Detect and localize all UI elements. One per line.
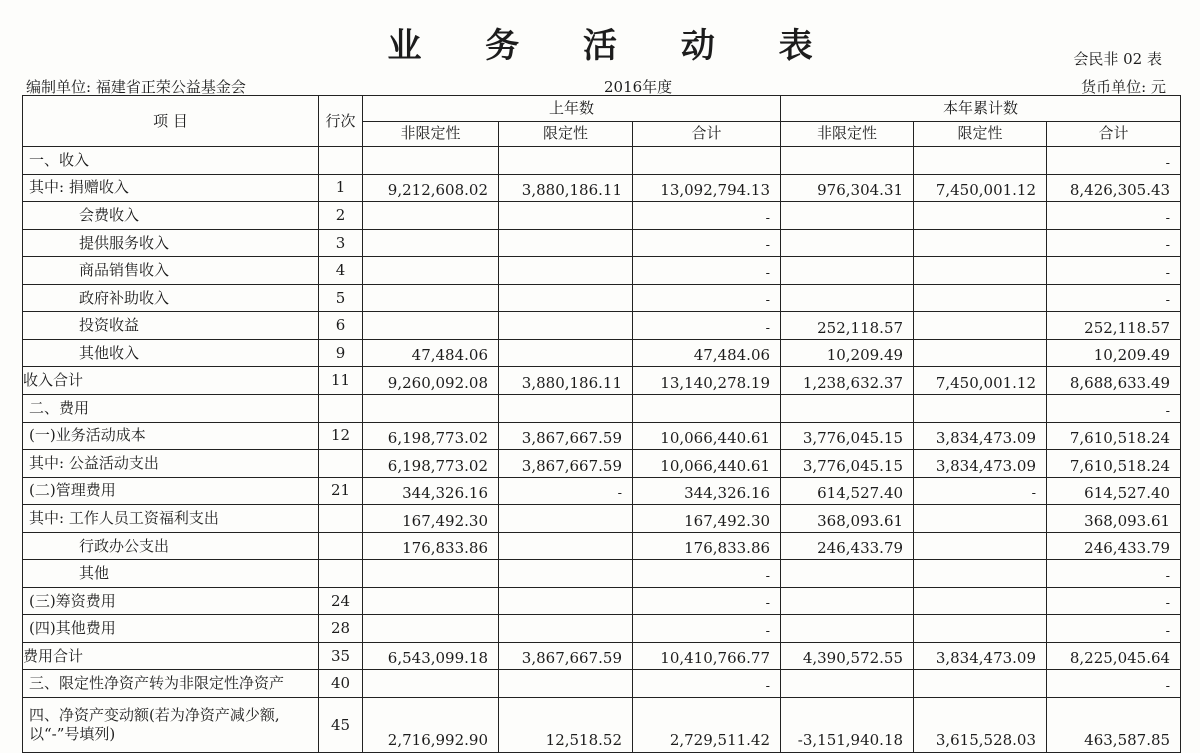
- cur-unrestricted-cell: [781, 284, 914, 312]
- cur-restricted-cell: -: [914, 477, 1047, 505]
- prev-unrestricted-cell: 344,326.16: [363, 477, 499, 505]
- table-row: [23, 257, 1181, 285]
- prev-restricted-cell: [499, 560, 633, 588]
- cur-restricted-cell: 3,834,473.09: [914, 422, 1047, 450]
- prev-unrestricted-cell: 2,716,992.90: [363, 698, 499, 753]
- row-item-label: (一)业务活动成本: [23, 422, 319, 450]
- table-row: [23, 147, 1181, 175]
- table-row: [23, 367, 1181, 395]
- row-item-label: 行政办公支出: [23, 532, 319, 560]
- table-row: [23, 505, 1181, 533]
- prev-restricted-cell: [499, 202, 633, 230]
- table-row: [23, 615, 1181, 643]
- prev-restricted-cell: 3,867,667.59: [499, 642, 633, 670]
- row-line-number: 5: [319, 284, 363, 312]
- row-line-number: 35: [319, 642, 363, 670]
- prev-total-cell: -: [633, 560, 781, 588]
- cur-unrestricted-cell: -3,151,940.18: [781, 698, 914, 753]
- prev-unrestricted-cell: [363, 615, 499, 643]
- prev-restricted-cell: 3,867,667.59: [499, 450, 633, 478]
- cur-total-cell: -: [1047, 257, 1181, 285]
- cur-total-cell: -: [1047, 670, 1181, 698]
- row-line-number: 45: [319, 698, 363, 753]
- cur-total-cell: -: [1047, 587, 1181, 615]
- header-cur-restricted: 限定性: [914, 121, 1047, 147]
- prev-unrestricted-cell: [363, 284, 499, 312]
- prev-unrestricted-cell: 167,492.30: [363, 505, 499, 533]
- prev-unrestricted-cell: [363, 395, 499, 423]
- table-header: [23, 96, 1181, 147]
- table-row: [23, 532, 1181, 560]
- report-period: 2016年度: [604, 78, 673, 96]
- header-cur-unrestricted: 非限定性: [781, 121, 914, 147]
- row-item-label: 一、收入: [23, 147, 319, 175]
- prev-unrestricted-cell: [363, 257, 499, 285]
- row-item-label: 政府补助收入: [23, 284, 319, 312]
- prev-total-cell: 176,833.86: [633, 532, 781, 560]
- prev-total-cell: 167,492.30: [633, 505, 781, 533]
- row-line-number: [319, 505, 363, 533]
- prev-restricted-cell: 3,867,667.59: [499, 422, 633, 450]
- row-line-number: 24: [319, 587, 363, 615]
- row-item-label: (二)管理费用: [23, 477, 319, 505]
- header-current-year: 本年累计数: [781, 96, 1181, 122]
- prev-unrestricted-cell: 47,484.06: [363, 339, 499, 367]
- prev-total-cell: 13,092,794.13: [633, 174, 781, 202]
- row-item-label: 其中: 工作人员工资福利支出: [23, 505, 319, 533]
- row-line-number: [319, 532, 363, 560]
- prev-unrestricted-cell: 6,198,773.02: [363, 450, 499, 478]
- cur-unrestricted-cell: [781, 257, 914, 285]
- cur-total-cell: -: [1047, 229, 1181, 257]
- prev-restricted-cell: [499, 312, 633, 340]
- prev-unrestricted-cell: [363, 312, 499, 340]
- prev-unrestricted-cell: [363, 670, 499, 698]
- header-cur-total: 合计: [1047, 121, 1181, 147]
- row-line-number: 4: [319, 257, 363, 285]
- row-line-number: 40: [319, 670, 363, 698]
- cur-total-cell: -: [1047, 615, 1181, 643]
- cur-restricted-cell: [914, 587, 1047, 615]
- prev-restricted-cell: [499, 229, 633, 257]
- cur-restricted-cell: [914, 505, 1047, 533]
- cur-unrestricted-cell: 4,390,572.55: [781, 642, 914, 670]
- row-item-label: (三)筹资费用: [23, 587, 319, 615]
- table-row: [23, 450, 1181, 478]
- prev-total-cell: 10,410,766.77: [633, 642, 781, 670]
- row-line-number: 1: [319, 174, 363, 202]
- prev-restricted-cell: [499, 587, 633, 615]
- prev-restricted-cell: [499, 284, 633, 312]
- cur-restricted-cell: [914, 312, 1047, 340]
- row-item-label: 其中: 捐赠收入: [23, 174, 319, 202]
- cur-unrestricted-cell: 246,433.79: [781, 532, 914, 560]
- cur-restricted-cell: [914, 229, 1047, 257]
- table-row: [23, 422, 1181, 450]
- prev-total-cell: -: [633, 312, 781, 340]
- prev-restricted-cell: [499, 339, 633, 367]
- cur-total-cell: 463,587.85: [1047, 698, 1181, 753]
- row-item-label: 投资收益: [23, 312, 319, 340]
- cur-unrestricted-cell: [781, 670, 914, 698]
- row-item-label: 其他: [23, 560, 319, 588]
- cur-restricted-cell: [914, 532, 1047, 560]
- table-row: [23, 698, 1181, 753]
- row-item-label: 三、限定性净资产转为非限定性净资产: [23, 670, 319, 698]
- business-activity-table: [22, 95, 1181, 753]
- prev-total-cell: -: [633, 615, 781, 643]
- cur-total-cell: 8,225,045.64: [1047, 642, 1181, 670]
- cur-total-cell: 10,209.49: [1047, 339, 1181, 367]
- prev-total-cell: 13,140,278.19: [633, 367, 781, 395]
- cur-restricted-cell: [914, 395, 1047, 423]
- prev-unrestricted-cell: 6,198,773.02: [363, 422, 499, 450]
- prev-restricted-cell: [499, 670, 633, 698]
- cur-total-cell: -: [1047, 147, 1181, 175]
- prev-unrestricted-cell: [363, 202, 499, 230]
- row-line-number: [319, 147, 363, 175]
- cur-restricted-cell: [914, 615, 1047, 643]
- table-row: [23, 202, 1181, 230]
- prev-total-cell: [633, 147, 781, 175]
- cur-total-cell: 8,688,633.49: [1047, 367, 1181, 395]
- table-row: [23, 670, 1181, 698]
- prev-unrestricted-cell: 9,212,608.02: [363, 174, 499, 202]
- row-line-number: 12: [319, 422, 363, 450]
- row-line-number: 2: [319, 202, 363, 230]
- row-item-label: 商品销售收入: [23, 257, 319, 285]
- table-row: [23, 312, 1181, 340]
- cur-unrestricted-cell: [781, 147, 914, 175]
- cur-total-cell: -: [1047, 202, 1181, 230]
- cur-unrestricted-cell: 614,527.40: [781, 477, 914, 505]
- prev-total-cell: -: [633, 257, 781, 285]
- prev-total-cell: 10,066,440.61: [633, 422, 781, 450]
- cur-unrestricted-cell: [781, 229, 914, 257]
- header-item: 项 目: [23, 96, 319, 147]
- cur-total-cell: 368,093.61: [1047, 505, 1181, 533]
- cur-unrestricted-cell: 368,093.61: [781, 505, 914, 533]
- cur-restricted-cell: 7,450,001.12: [914, 174, 1047, 202]
- table-row: [23, 560, 1181, 588]
- cur-restricted-cell: [914, 670, 1047, 698]
- cur-unrestricted-cell: 3,776,045.15: [781, 422, 914, 450]
- cur-unrestricted-cell: 976,304.31: [781, 174, 914, 202]
- cur-restricted-cell: [914, 147, 1047, 175]
- prev-restricted-cell: [499, 257, 633, 285]
- prev-unrestricted-cell: [363, 229, 499, 257]
- cur-total-cell: 252,118.57: [1047, 312, 1181, 340]
- prev-unrestricted-cell: 176,833.86: [363, 532, 499, 560]
- prev-unrestricted-cell: [363, 587, 499, 615]
- cur-restricted-cell: 3,834,473.09: [914, 450, 1047, 478]
- cur-unrestricted-cell: 10,209.49: [781, 339, 914, 367]
- cur-restricted-cell: 3,834,473.09: [914, 642, 1047, 670]
- prev-total-cell: [633, 395, 781, 423]
- row-item-label: 四、净资产变动额(若为净资产减少额, 以“-”号填列): [23, 698, 319, 753]
- prev-unrestricted-cell: [363, 560, 499, 588]
- cur-restricted-cell: 3,615,528.03: [914, 698, 1047, 753]
- prev-restricted-cell: -: [499, 477, 633, 505]
- cur-total-cell: 614,527.40: [1047, 477, 1181, 505]
- header-prev-restricted: 限定性: [499, 121, 633, 147]
- cur-unrestricted-cell: [781, 587, 914, 615]
- table-row: [23, 174, 1181, 202]
- row-item-label: 会费收入: [23, 202, 319, 230]
- form-code: 会民非 02 表: [1073, 50, 1162, 68]
- row-item-label: 其他收入: [23, 339, 319, 367]
- prev-total-cell: 344,326.16: [633, 477, 781, 505]
- table-row: [23, 477, 1181, 505]
- row-line-number: 28: [319, 615, 363, 643]
- prev-restricted-cell: [499, 505, 633, 533]
- row-item-label: 其中: 公益活动支出: [23, 450, 319, 478]
- header-prev-year: 上年数: [363, 96, 781, 122]
- cur-restricted-cell: 7,450,001.12: [914, 367, 1047, 395]
- cur-unrestricted-cell: 252,118.57: [781, 312, 914, 340]
- cur-total-cell: -: [1047, 395, 1181, 423]
- row-item-label: 费用合计: [23, 642, 319, 670]
- cur-unrestricted-cell: [781, 202, 914, 230]
- prev-unrestricted-cell: [363, 147, 499, 175]
- row-line-number: [319, 560, 363, 588]
- table-row: [23, 587, 1181, 615]
- row-item-label: 二、费用: [23, 395, 319, 423]
- cur-restricted-cell: [914, 202, 1047, 230]
- row-item-label: 收入合计: [23, 367, 319, 395]
- row-line-number: [319, 450, 363, 478]
- cur-restricted-cell: [914, 257, 1047, 285]
- row-line-number: [319, 395, 363, 423]
- row-item-label: (四)其他费用: [23, 615, 319, 643]
- prev-total-cell: 10,066,440.61: [633, 450, 781, 478]
- report-meta-row: [26, 74, 1166, 96]
- header-prev-total: 合计: [633, 121, 781, 147]
- table-row: [23, 642, 1181, 670]
- cur-total-cell: 7,610,518.24: [1047, 450, 1181, 478]
- cur-restricted-cell: [914, 284, 1047, 312]
- cur-total-cell: 7,610,518.24: [1047, 422, 1181, 450]
- prev-total-cell: 47,484.06: [633, 339, 781, 367]
- reporting-organization: 编制单位: 福建省正荣公益基金会: [26, 78, 246, 96]
- prev-total-cell: -: [633, 587, 781, 615]
- cur-restricted-cell: [914, 560, 1047, 588]
- table-row: [23, 339, 1181, 367]
- cur-restricted-cell: [914, 339, 1047, 367]
- prev-total-cell: 2,729,511.42: [633, 698, 781, 753]
- report-title: 业 务 活 动 表: [387, 26, 839, 66]
- prev-total-cell: -: [633, 229, 781, 257]
- prev-restricted-cell: [499, 147, 633, 175]
- table-body: [23, 147, 1181, 753]
- header-prev-unrestricted: 非限定性: [363, 121, 499, 147]
- currency-unit: 货币单位: 元: [1081, 78, 1166, 96]
- row-line-number: 21: [319, 477, 363, 505]
- prev-restricted-cell: 12,518.52: [499, 698, 633, 753]
- cur-unrestricted-cell: [781, 560, 914, 588]
- prev-total-cell: -: [633, 284, 781, 312]
- cur-total-cell: -: [1047, 560, 1181, 588]
- prev-restricted-cell: [499, 532, 633, 560]
- cur-unrestricted-cell: 3,776,045.15: [781, 450, 914, 478]
- prev-restricted-cell: 3,880,186.11: [499, 174, 633, 202]
- cur-unrestricted-cell: [781, 395, 914, 423]
- prev-unrestricted-cell: 9,260,092.08: [363, 367, 499, 395]
- cur-unrestricted-cell: 1,238,632.37: [781, 367, 914, 395]
- cur-total-cell: -: [1047, 284, 1181, 312]
- prev-restricted-cell: [499, 395, 633, 423]
- cur-unrestricted-cell: [781, 615, 914, 643]
- cur-total-cell: 8,426,305.43: [1047, 174, 1181, 202]
- prev-total-cell: -: [633, 202, 781, 230]
- table-row: [23, 229, 1181, 257]
- cur-total-cell: 246,433.79: [1047, 532, 1181, 560]
- table-row: [23, 284, 1181, 312]
- table-row: [23, 395, 1181, 423]
- prev-unrestricted-cell: 6,543,099.18: [363, 642, 499, 670]
- row-line-number: 9: [319, 339, 363, 367]
- row-line-number: 6: [319, 312, 363, 340]
- row-line-number: 11: [319, 367, 363, 395]
- row-line-number: 3: [319, 229, 363, 257]
- prev-restricted-cell: [499, 615, 633, 643]
- prev-restricted-cell: 3,880,186.11: [499, 367, 633, 395]
- row-item-label: 提供服务收入: [23, 229, 319, 257]
- prev-total-cell: -: [633, 670, 781, 698]
- header-line-no: 行次: [319, 96, 363, 147]
